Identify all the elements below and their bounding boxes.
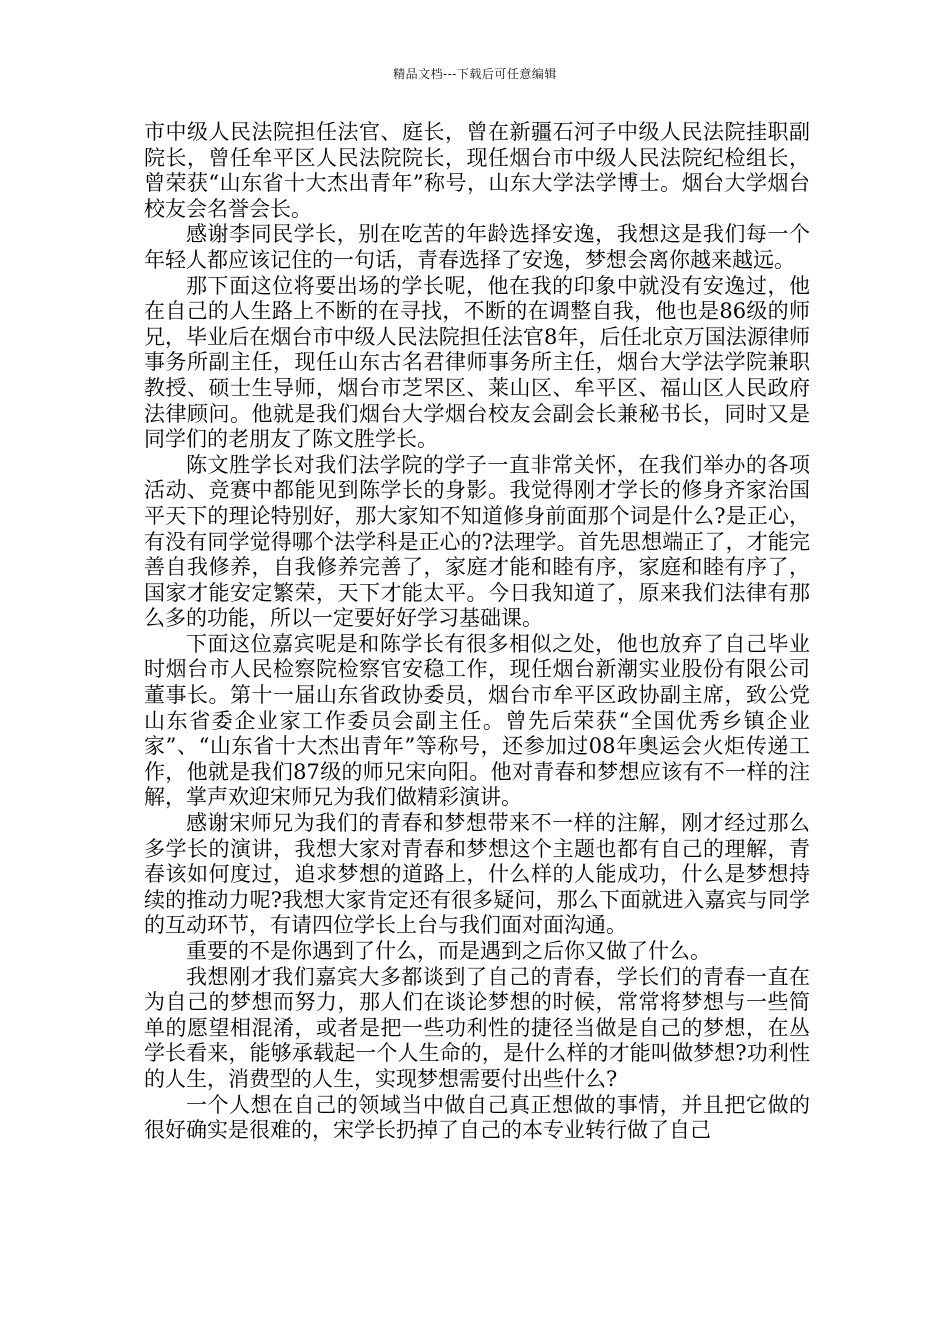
page-header: 精品文档---下载后可任意编辑 xyxy=(393,67,557,81)
paragraph: 下面这位嘉宾呢是和陈学长有很多相似之处，他也放弃了自己毕业时烟台市人民检察院检察官安稳工作，现任烟台新潮实业股份有限公司董事长。第十一届山东省政协委员，烟台市牟平区政协副主席，致公党山东省委企业家工作委员会副主任。曾先后荣获“全国优秀乡镇企业家”、“山东省十大杰出青年”等称号，还参加过08年奥运会火炬传递工作，他就是我们87级的师兄宋向阳。他对青春和梦想应该有不一样的注解，掌声欢迎宋师兄为我们做精彩演讲。 xyxy=(144,631,810,810)
paragraph: 那下面这位将要出场的学长呢，他在我的印象中就没有安逸过，他在自己的人生路上不断的在寻找，不断的在调整自我，他也是86级的师兄，毕业后在烟台市中级人民法院担任法官8年，后任北京万国法源律师事务所副主任，现任山东古名君律师事务所主任，烟台大学法学院兼职教授、硕士生导师，烟台市芝罘区、莱山区、牟平区、福山区人民政府法律顾问。他就是我们烟台大学烟台校友会副会长兼秘书长，同时又是同学们的老朋友了陈文胜学长。 xyxy=(144,273,810,452)
paragraph: 一个人想在自己的领域当中做自己真正想做的事情，并且把它做的很好确实是很难的，宋学长扔掉了自己的本专业转行做了自己 xyxy=(144,1092,810,1143)
paragraph: 我想刚才我们嘉宾大多都谈到了自己的青春，学长们的青春一直在为自己的梦想而努力，那人们在谈论梦想的时候，常常将梦想与一些简单的愿望相混淆，或者是把一些功利性的捷径当做是自己的梦想，在丛学长看来，能够承载起一个人生命的，是什么样的才能叫做梦想?功利性的人生，消费型的人生，实现梦想需要付出些什么? xyxy=(144,964,810,1091)
paragraph: 重要的不是你遇到了什么，而是遇到之后你又做了什么。 xyxy=(186,939,711,963)
paragraph: 感谢宋师兄为我们的青春和梦想带来不一样的注解，刚才经过那么多学长的演讲，我想大家对青春和梦想这个主题也都有自己的理解，青春该如何度过，追求梦想的道路上，什么样的人能成功，什么是梦想持续的推动力呢?我想大家肯定还有很多疑问，那么下面就进入嘉宾与同学的互动环节，有请四位学长上台与我们面对面沟通。 xyxy=(144,811,810,938)
document-body xyxy=(144,120,810,1144)
paragraph: 陈文胜学长对我们法学院的学子一直非常关怀，在我们举办的各项活动、竞赛中都能见到陈学长的身影。我觉得刚才学长的修身齐家治国平天下的理论特别好，那大家知不知道修身前面那个词是什么?是正心，有没有同学觉得哪个法学科是正心的?法理学。首先思想端正了，才能完善自我修养，自我修养完善了，家庭才能和睦有序，家庭和睦有序了，国家才能安定繁荣，天下才能太平。今日我知道了，原来我们法律有那么多的功能，所以一定要好好学习基础课。 xyxy=(144,452,810,631)
paragraph-continued: 市中级人民法院担任法官、庭长，曾在新疆石河子中级人民法院挂职副院长，曾任牟平区人民法院院长，现任烟台市中级人民法院纪检组长，曾荣获“山东省十大杰出青年”称号，山东大学法学博士。烟台大学烟台校友会名誉会长。 xyxy=(144,120,810,221)
paragraph: 感谢李同民学长，别在吃苦的年龄选择安逸，我想这是我们每一个年轻人都应该记住的一句话，青春选择了安逸，梦想会离你越来越远。 xyxy=(144,222,810,272)
